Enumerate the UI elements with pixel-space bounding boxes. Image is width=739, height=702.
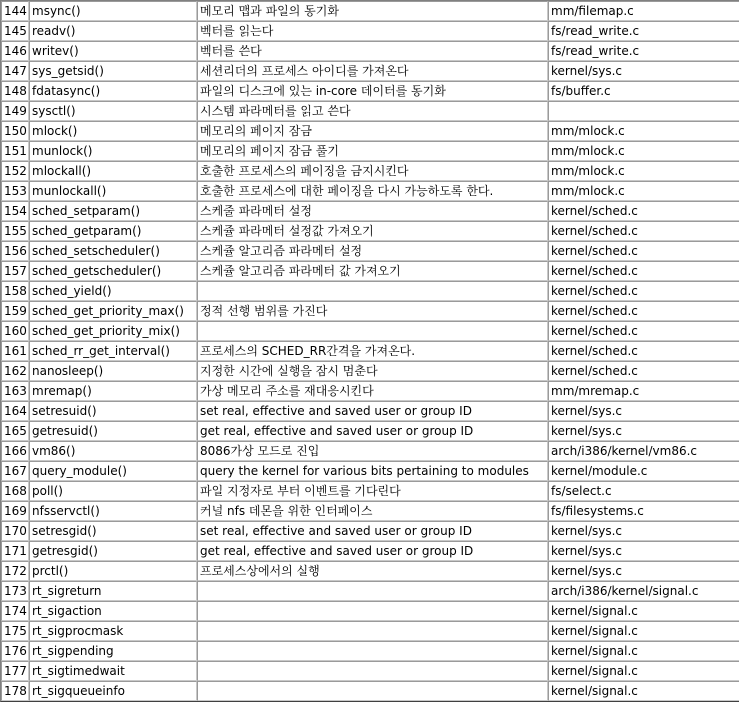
- syscall-number: 156: [1, 241, 29, 261]
- syscall-source-file: kernel/sys.c: [548, 521, 739, 541]
- syscall-name: rt_sigaction: [29, 601, 197, 621]
- syscall-number: 151: [1, 141, 29, 161]
- syscall-source-file: fs/read_write.c: [548, 21, 739, 41]
- syscall-number: 167: [1, 461, 29, 481]
- syscall-description: 벡터를 쓴다: [197, 41, 548, 61]
- syscall-source-file: arch/i386/kernel/signal.c: [548, 581, 739, 601]
- syscall-description: 메모리의 페이지 잠금: [197, 121, 548, 141]
- syscall-name: rt_sigqueueinfo: [29, 681, 197, 701]
- syscall-source-file: kernel/sys.c: [548, 61, 739, 81]
- syscall-name: nanosleep(): [29, 361, 197, 381]
- table-row: [1, 281, 739, 301]
- syscall-source-file: kernel/signal.c: [548, 621, 739, 641]
- syscall-source-file: kernel/sys.c: [548, 541, 739, 561]
- syscall-number: 144: [1, 1, 29, 21]
- syscall-name: query_module(): [29, 461, 197, 481]
- table-row: [1, 601, 739, 621]
- syscall-name: rt_sigreturn: [29, 581, 197, 601]
- syscall-name: sched_get_priority_mix(): [29, 321, 197, 341]
- syscall-description: 스케쥴 알고리즘 파라메터 설정: [197, 241, 548, 261]
- syscall-name: sched_rr_get_interval(): [29, 341, 197, 361]
- syscall-number: 171: [1, 541, 29, 561]
- syscall-description: 메모리 맵과 파일의 동기화: [197, 1, 548, 21]
- table-row: [1, 661, 739, 681]
- syscall-table-body: [1, 1, 739, 701]
- syscall-description: 시스템 파라메터를 읽고 쓴다: [197, 101, 548, 121]
- table-row: [1, 421, 739, 441]
- syscall-description: 8086가상 모드로 진입: [197, 441, 548, 461]
- syscall-description: 메모리의 페이지 잠금 풀기: [197, 141, 548, 161]
- syscall-source-file: kernel/module.c: [548, 461, 739, 481]
- syscall-number: 145: [1, 21, 29, 41]
- syscall-description: 정적 선행 범위를 가진다: [197, 301, 548, 321]
- syscall-description: [197, 661, 548, 681]
- syscall-name: nfsservctl(): [29, 501, 197, 521]
- table-row: [1, 361, 739, 381]
- table-row: [1, 261, 739, 281]
- syscall-description: get real, effective and saved user or group ID: [197, 421, 548, 441]
- syscall-name: setresuid(): [29, 401, 197, 421]
- syscall-name: writev(): [29, 41, 197, 61]
- syscall-name: munlock(): [29, 141, 197, 161]
- table-row: [1, 101, 739, 121]
- syscall-source-file: kernel/sched.c: [548, 361, 739, 381]
- table-row: [1, 121, 739, 141]
- table-row: [1, 461, 739, 481]
- syscall-name: sched_yield(): [29, 281, 197, 301]
- syscall-description: [197, 281, 548, 301]
- syscall-name: rt_sigprocmask: [29, 621, 197, 641]
- table-row: [1, 1, 739, 21]
- syscall-description: 스케쥴 파라메터 설정값 가져오기: [197, 221, 548, 241]
- table-row: [1, 41, 739, 61]
- syscall-number: 168: [1, 481, 29, 501]
- table-row: [1, 481, 739, 501]
- table-row: [1, 621, 739, 641]
- table-row: [1, 381, 739, 401]
- syscall-number: 172: [1, 561, 29, 581]
- table-row: [1, 161, 739, 181]
- syscall-description: [197, 681, 548, 701]
- syscall-description: get real, effective and saved user or group ID: [197, 541, 548, 561]
- syscall-number: 155: [1, 221, 29, 241]
- syscall-source-file: kernel/sched.c: [548, 301, 739, 321]
- syscall-description: [197, 601, 548, 621]
- syscall-description: [197, 321, 548, 341]
- syscall-number: 147: [1, 61, 29, 81]
- syscall-name: mlock(): [29, 121, 197, 141]
- syscall-description: set real, effective and saved user or group ID: [197, 521, 548, 541]
- syscall-description: [197, 581, 548, 601]
- table-row: [1, 521, 739, 541]
- syscall-source-file: kernel/signal.c: [548, 601, 739, 621]
- table-row: [1, 301, 739, 321]
- syscall-name: sched_setscheduler(): [29, 241, 197, 261]
- syscall-number: 177: [1, 661, 29, 681]
- syscall-number: 169: [1, 501, 29, 521]
- table-row: [1, 21, 739, 41]
- syscall-description: 호출한 프로세스의 페이징을 금지시킨다: [197, 161, 548, 181]
- syscall-name: rt_sigpending: [29, 641, 197, 661]
- table-row: [1, 441, 739, 461]
- table-row: [1, 81, 739, 101]
- syscall-source-file: [548, 101, 739, 121]
- syscall-name: sched_getparam(): [29, 221, 197, 241]
- syscall-source-file: kernel/sched.c: [548, 201, 739, 221]
- syscall-number: 165: [1, 421, 29, 441]
- syscall-source-file: kernel/sched.c: [548, 341, 739, 361]
- syscall-description: 커널 nfs 데몬을 위한 인터페이스: [197, 501, 548, 521]
- syscall-number: 163: [1, 381, 29, 401]
- syscall-source-file: mm/mlock.c: [548, 181, 739, 201]
- syscall-number: 170: [1, 521, 29, 541]
- syscall-description: 세션리더의 프로세스 아이디를 가져온다: [197, 61, 548, 81]
- syscall-number: 166: [1, 441, 29, 461]
- table-row: [1, 181, 739, 201]
- syscall-number: 158: [1, 281, 29, 301]
- syscall-number: 159: [1, 301, 29, 321]
- syscall-name: fdatasync(): [29, 81, 197, 101]
- syscall-number: 157: [1, 261, 29, 281]
- syscall-name: readv(): [29, 21, 197, 41]
- syscall-number: 162: [1, 361, 29, 381]
- syscall-number: 153: [1, 181, 29, 201]
- syscall-number: 150: [1, 121, 29, 141]
- syscall-name: msync(): [29, 1, 197, 21]
- syscall-name: sched_get_priority_max(): [29, 301, 197, 321]
- table-row: [1, 681, 739, 701]
- syscall-source-file: kernel/sched.c: [548, 281, 739, 301]
- syscall-description: 프로세스상에서의 실행: [197, 561, 548, 581]
- syscall-description: 가상 메모리 주소를 재대응시킨다: [197, 381, 548, 401]
- table-row: [1, 341, 739, 361]
- syscall-description: [197, 641, 548, 661]
- syscall-source-file: mm/mremap.c: [548, 381, 739, 401]
- syscall-name: setresgid(): [29, 521, 197, 541]
- syscall-name: mlockall(): [29, 161, 197, 181]
- syscall-source-file: kernel/sched.c: [548, 261, 739, 281]
- syscall-number: 149: [1, 101, 29, 121]
- table-row: [1, 241, 739, 261]
- syscall-source-file: mm/mlock.c: [548, 141, 739, 161]
- syscall-source-file: fs/read_write.c: [548, 41, 739, 61]
- syscall-number: 148: [1, 81, 29, 101]
- syscall-name: vm86(): [29, 441, 197, 461]
- syscall-number: 176: [1, 641, 29, 661]
- table-row: [1, 581, 739, 601]
- table-row: [1, 201, 739, 221]
- syscall-description: 프로세스의 SCHED_RR간격을 가져온다.: [197, 341, 548, 361]
- syscall-number: 161: [1, 341, 29, 361]
- syscall-source-file: kernel/sched.c: [548, 321, 739, 341]
- syscall-source-file: kernel/sys.c: [548, 401, 739, 421]
- syscall-number: 152: [1, 161, 29, 181]
- syscall-source-file: mm/mlock.c: [548, 121, 739, 141]
- table-row: [1, 61, 739, 81]
- syscall-description: 벡터를 읽는다: [197, 21, 548, 41]
- syscall-name: prctl(): [29, 561, 197, 581]
- syscall-name: rt_sigtimedwait: [29, 661, 197, 681]
- syscall-description: set real, effective and saved user or group ID: [197, 401, 548, 421]
- table-row: [1, 401, 739, 421]
- syscall-source-file: kernel/signal.c: [548, 641, 739, 661]
- syscall-source-file: arch/i386/kernel/vm86.c: [548, 441, 739, 461]
- syscall-number: 178: [1, 681, 29, 701]
- syscall-number: 146: [1, 41, 29, 61]
- syscall-name: mremap(): [29, 381, 197, 401]
- syscall-number: 160: [1, 321, 29, 341]
- syscall-number: 154: [1, 201, 29, 221]
- syscall-name: sched_setparam(): [29, 201, 197, 221]
- table-row: [1, 641, 739, 661]
- table-row: [1, 561, 739, 581]
- syscall-name: sys_getsid(): [29, 61, 197, 81]
- syscall-source-file: fs/buffer.c: [548, 81, 739, 101]
- syscall-number: 175: [1, 621, 29, 641]
- syscall-number: 174: [1, 601, 29, 621]
- syscall-description: [197, 621, 548, 641]
- syscall-description: 스케쥴 알고리즘 파라메터 값 가져오기: [197, 261, 548, 281]
- syscall-source-file: mm/mlock.c: [548, 161, 739, 181]
- table-row: [1, 221, 739, 241]
- syscall-number: 164: [1, 401, 29, 421]
- syscall-source-file: kernel/sched.c: [548, 241, 739, 261]
- syscall-source-file: fs/filesystems.c: [548, 501, 739, 521]
- syscall-description: 파일의 디스크에 있는 in-core 데이터를 동기화: [197, 81, 548, 101]
- syscall-name: getresgid(): [29, 541, 197, 561]
- syscall-source-file: kernel/signal.c: [548, 661, 739, 681]
- syscall-source-file: kernel/sys.c: [548, 421, 739, 441]
- syscall-description: 스케줄 파라메터 설정: [197, 201, 548, 221]
- syscall-description: 호출한 프로세스에 대한 페이징을 다시 가능하도록 한다.: [197, 181, 548, 201]
- syscall-name: poll(): [29, 481, 197, 501]
- syscall-source-file: kernel/sched.c: [548, 221, 739, 241]
- syscall-description: query the kernel for various bits pertaining to modules: [197, 461, 548, 481]
- syscall-name: getresuid(): [29, 421, 197, 441]
- syscall-number: 173: [1, 581, 29, 601]
- syscall-name: sysctl(): [29, 101, 197, 121]
- table-row: [1, 501, 739, 521]
- syscall-source-file: fs/select.c: [548, 481, 739, 501]
- syscall-description: 파일 지정자로 부터 이벤트를 기다린다: [197, 481, 548, 501]
- table-row: [1, 141, 739, 161]
- syscall-name: sched_getscheduler(): [29, 261, 197, 281]
- syscall-source-file: kernel/signal.c: [548, 681, 739, 701]
- syscall-name: munlockall(): [29, 181, 197, 201]
- syscall-source-file: kernel/sys.c: [548, 561, 739, 581]
- syscall-source-file: mm/filemap.c: [548, 1, 739, 21]
- table-row: [1, 321, 739, 341]
- syscall-description: 지정한 시간에 실행을 잠시 멈춘다: [197, 361, 548, 381]
- table-row: [1, 541, 739, 561]
